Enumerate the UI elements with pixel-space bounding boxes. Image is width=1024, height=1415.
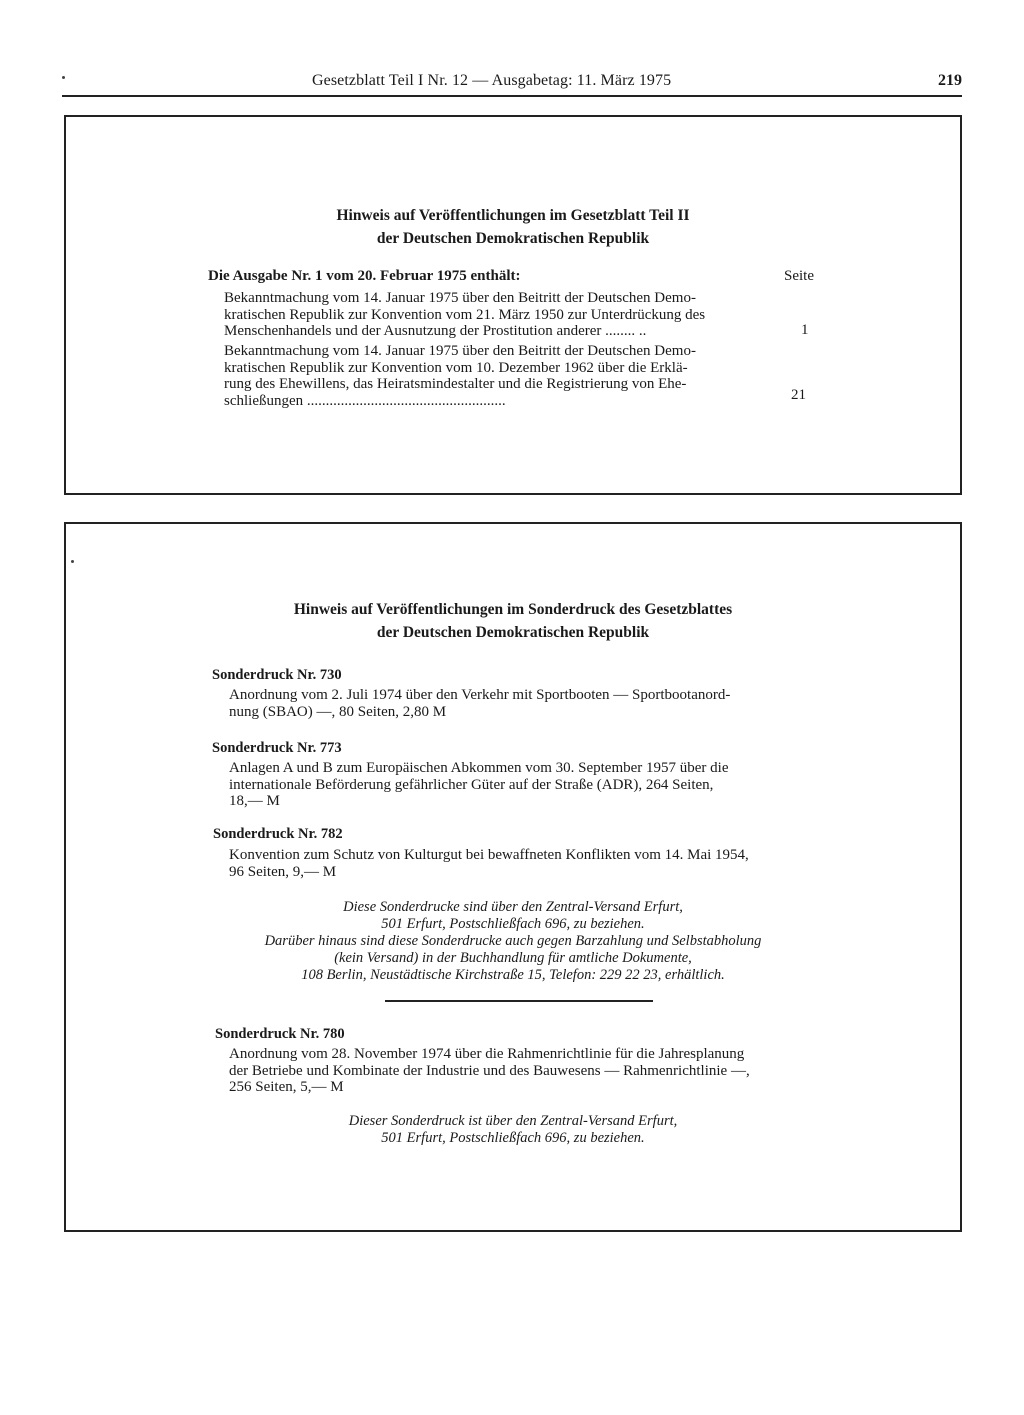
notice-line: Diese Sonderdrucke sind über den Zentral-Versand Erfurt,: [343, 899, 683, 915]
section-divider: [385, 1000, 653, 1002]
entry-line: Bekanntmachung vom 14. Januar 1975 über den Beitritt der Deutschen Demo-: [224, 343, 696, 359]
box1-heading-line: der Deutschen Demokratischen Republik: [376, 230, 650, 247]
entry-line: Menschenhandels und der Ausnutzung der Prostitution anderer ........ ..: [224, 323, 647, 339]
sonderdruck-description: [229, 760, 829, 810]
sonderdruck-title: Sonderdruck Nr. 773: [212, 740, 342, 756]
header-rule: [62, 95, 962, 97]
description-line: Anlagen A und B zum Europäischen Abkommen vom 30. September 1957 über die: [229, 760, 729, 776]
ordering-notice: [66, 933, 960, 984]
description-line: 96 Seiten, 9,— M: [229, 863, 337, 880]
entry-page-number: 1: [801, 322, 809, 338]
description-line: nung (SBAO) —, 80 Seiten, 2,80 M: [229, 703, 447, 720]
seite-label: Seite: [784, 268, 814, 284]
issue-line: Die Ausgabe Nr. 1 vom 20. Februar 1975 enthält:: [208, 268, 521, 284]
notice-box-sonderdruck: [64, 522, 962, 1232]
entry-line: kratischen Republik zur Konvention vom 21. März 1950 zur Unterdrückung des: [224, 306, 706, 323]
contents-entry: [224, 343, 784, 409]
description-line: Konvention zum Schutz von Kulturgut bei bewaffneten Konflikten vom 14. Mai 1954,: [229, 847, 749, 863]
notice-line: Dieser Sonderdruck ist über den Zentral-Versand Erfurt,: [348, 1113, 678, 1129]
notice-line: 501 Erfurt, Postschließfach 696, zu beziehen.: [381, 1130, 645, 1146]
sonderdruck-description: [229, 847, 829, 880]
description-line: 256 Seiten, 5,— M: [229, 1079, 344, 1095]
box1-heading-line: Hinweis auf Veröffentlichungen im Gesetzblatt Teil II: [336, 207, 690, 224]
notice-line: 108 Berlin, Neustädtische Kirchstraße 15, Telefon: 229 22 23, erhältlich.: [301, 967, 725, 983]
sonderdruck-title: Sonderdruck Nr. 780: [215, 1026, 345, 1042]
page-header: [62, 72, 962, 94]
sonderdruck-title: Sonderdruck Nr. 782: [213, 826, 343, 842]
box2-heading-line: der Deutschen Demokratischen Republik: [376, 624, 650, 641]
description-line: der Betriebe und Kombinate der Industrie und des Bauwesens — Rahmenrichtlinie —,: [229, 1062, 750, 1079]
description-line: Anordnung vom 28. November 1974 über die Rahmenrichtlinie für die Jahresplanung: [229, 1046, 745, 1062]
box1-heading: [66, 204, 960, 250]
ordering-notice: [66, 1113, 960, 1147]
notice-line: (kein Versand) in der Buchhandlung für amtliche Dokumente,: [334, 950, 692, 966]
description-line: internationale Beförderung gefährlicher Güter auf der Straße (ADR), 264 Seiten,: [229, 776, 714, 793]
sonderdruck-description: [229, 1046, 829, 1096]
description-line: 18,— M: [229, 793, 280, 809]
description-line: Anordnung vom 2. Juli 1974 über den Verkehr mit Sportbooten — Sportbootanord-: [229, 687, 731, 703]
entry-line: schließungen .....................................................: [224, 392, 506, 409]
entry-line: Bekanntmachung vom 14. Januar 1975 über den Beitritt der Deutschen Demo-: [224, 290, 696, 306]
sonderdruck-title: Sonderdruck Nr. 730: [212, 667, 342, 683]
notice-line: 501 Erfurt, Postschließfach 696, zu beziehen.: [381, 916, 645, 932]
notice-box-gesetzblatt-teil-ii: [64, 115, 962, 495]
box2-heading-line: Hinweis auf Veröffentlichungen im Sonderdruck des Gesetzblattes: [293, 601, 733, 618]
entry-page-number: 21: [791, 387, 806, 403]
notice-line: Darüber hinaus sind diese Sonderdrucke auch gegen Barzahlung und Selbstabholung: [264, 933, 762, 949]
sonderdruck-description: [229, 687, 829, 720]
page-number: 219: [938, 72, 962, 89]
gazette-title: Gesetzblatt Teil I Nr. 12 — Ausgabetag: 11. März 1975: [312, 72, 672, 89]
entry-line: rung des Ehewillens, das Heiratsmindestalter und die Registrierung von Ehe-: [224, 376, 687, 392]
ordering-notice: [66, 899, 960, 933]
scan-speck: [62, 76, 65, 79]
contents-entry: [224, 290, 784, 340]
box2-heading: [66, 598, 960, 644]
entry-line: kratischen Republik zur Konvention vom 10. Dezember 1962 über die Erklä-: [224, 359, 688, 376]
